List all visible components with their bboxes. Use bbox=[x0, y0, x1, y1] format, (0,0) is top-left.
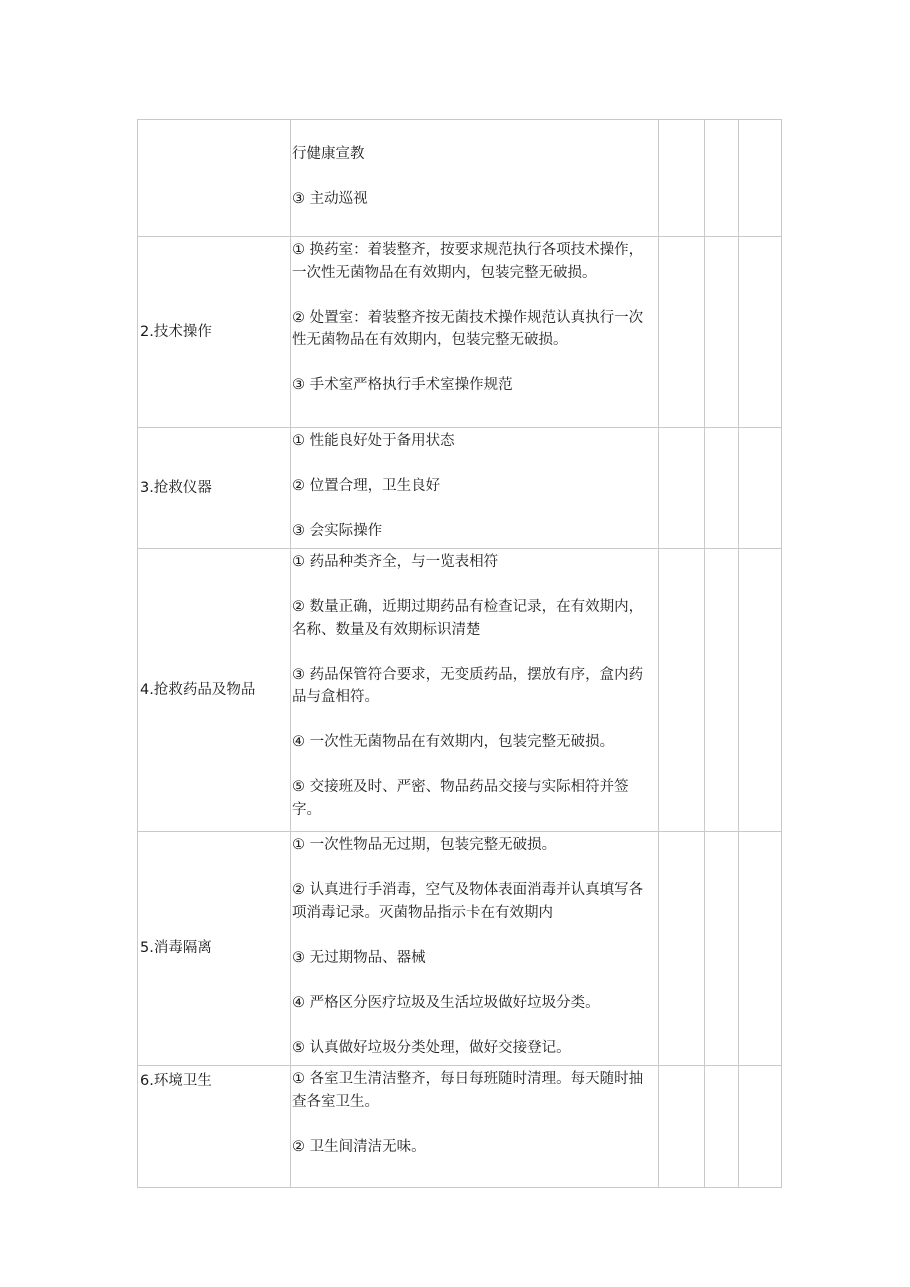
requirement-item: ⑤ 认真做好垃圾分类处理，做好交接登记。 bbox=[292, 1039, 571, 1056]
score-cell bbox=[659, 832, 705, 1066]
requirement-cell bbox=[291, 549, 659, 832]
requirement-cell bbox=[291, 120, 659, 237]
category-cell: 6.环境卫生 bbox=[138, 1066, 291, 1188]
score-cell bbox=[705, 428, 739, 549]
requirement-cell bbox=[291, 428, 659, 549]
table-row bbox=[138, 1066, 782, 1188]
requirement-item: ③ 主动巡视 bbox=[292, 191, 368, 207]
table-row bbox=[138, 428, 782, 549]
category-cell: 5.消毒隔离 bbox=[138, 832, 291, 1066]
requirement-item: ① 各室卫生清洁整齐，每日每班随时清理。每天随时抽查各室卫生。 bbox=[292, 1071, 644, 1110]
inspection-table bbox=[137, 119, 782, 1188]
score-cell bbox=[659, 549, 705, 832]
category-cell: 4.抢救药品及物品 bbox=[138, 549, 291, 832]
requirement-item: ④ 一次性无菌物品在有效期内，包装完整无破损。 bbox=[292, 734, 615, 750]
requirement-item: ⑤ 交接班及时、严密、物品药品交接与实际相符并签字。 bbox=[292, 779, 629, 818]
table-row bbox=[138, 237, 782, 428]
score-cell bbox=[739, 832, 782, 1066]
requirement-item: ① 性能良好处于备用状态 bbox=[292, 433, 455, 449]
score-cell bbox=[705, 549, 739, 832]
score-cell bbox=[739, 549, 782, 832]
score-cell bbox=[739, 428, 782, 549]
score-cell bbox=[739, 1066, 782, 1188]
requirement-item: ③ 手术室严格执行手术室操作规范 bbox=[292, 377, 513, 393]
requirement-item: ④ 严格区分医疗垃圾及生活垃圾做好垃圾分类。 bbox=[292, 994, 600, 1011]
requirement-item: ③ 无过期物品、器械 bbox=[292, 949, 426, 966]
score-cell bbox=[705, 120, 739, 237]
requirement-item: ② 处置室：着装整齐按无菌技术操作规范认真执行一次性无菌物品在有效期内，包装完整无破损。 bbox=[292, 309, 644, 348]
score-cell bbox=[659, 428, 705, 549]
table-row bbox=[138, 549, 782, 832]
requirement-item: ① 换药室：着装整齐，按要求规范执行各项技术操作，一次性无菌物品在有效期内，包装完整无破损。 bbox=[292, 242, 644, 281]
score-cell bbox=[739, 237, 782, 428]
score-cell bbox=[659, 237, 705, 428]
requirement-item: 行健康宣教 bbox=[292, 146, 365, 162]
table-row bbox=[138, 120, 782, 237]
requirement-item: ③ 药品保管符合要求，无变质药品，摆放有序，盒内药品与盒相符。 bbox=[292, 666, 644, 705]
category-cell: 3.抢救仪器 bbox=[138, 428, 291, 549]
score-cell bbox=[659, 120, 705, 237]
score-cell bbox=[659, 1066, 705, 1188]
requirement-item: ③ 会实际操作 bbox=[292, 523, 383, 539]
requirement-item: ② 认真进行手消毒，空气及物体表面消毒并认真填写各项消毒记录。灭菌物品指示卡在有效期内 bbox=[292, 882, 644, 921]
requirement-cell bbox=[291, 237, 659, 428]
requirement-cell bbox=[291, 832, 659, 1066]
requirement-item: ② 位置合理，卫生良好 bbox=[292, 478, 441, 494]
requirement-item: ② 数量正确，近期过期药品有检查记录，在有效期内，名称、数量及有效期标识清楚 bbox=[292, 599, 644, 638]
score-cell bbox=[705, 1066, 739, 1188]
requirement-item: ② 卫生间清洁无味。 bbox=[292, 1138, 426, 1155]
category-cell: 2.技术操作 bbox=[138, 237, 291, 428]
requirement-item: ① 药品种类齐全，与一览表相符 bbox=[292, 554, 499, 570]
table-row bbox=[138, 832, 782, 1066]
score-cell bbox=[705, 832, 739, 1066]
requirement-cell bbox=[291, 1066, 659, 1188]
score-cell bbox=[739, 120, 782, 237]
score-cell bbox=[705, 237, 739, 428]
requirement-item: ① 一次性物品无过期，包装完整无破损。 bbox=[292, 837, 557, 853]
category-cell bbox=[138, 120, 291, 237]
